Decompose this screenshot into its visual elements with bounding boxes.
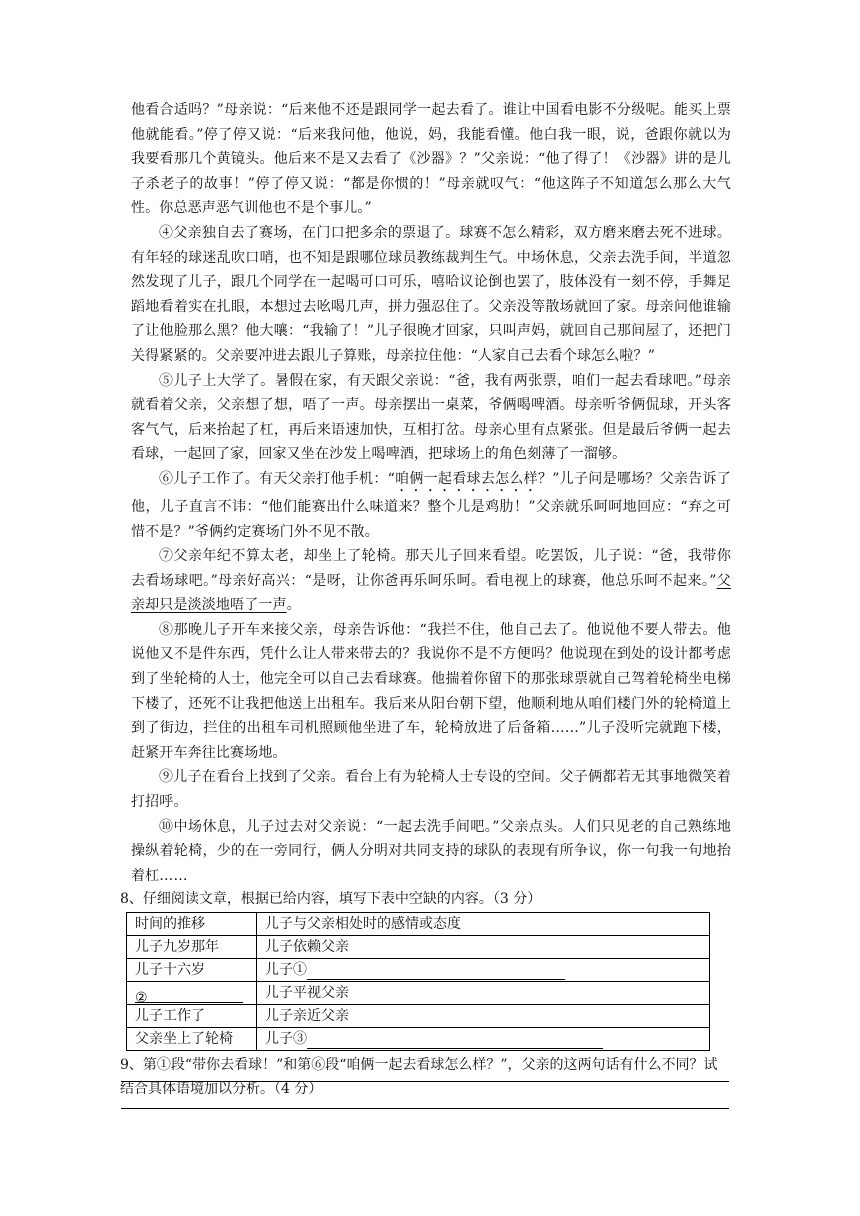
question-8-table bbox=[126, 912, 710, 1051]
answer-blank-2[interactable] bbox=[135, 988, 243, 1007]
passage-paragraph-6 bbox=[131, 467, 731, 544]
passage-paragraph-4: ④父亲独自去了赛场，在门口把多余的票退了。球赛不怎么精彩，双方磨来磨去死不进球。有年轻的球迷乱吹口哨，也不知是跟哪位球员教练裁判生气。中场休息，父亲去洗手间，半道忽然发现了儿子，跟几个同学在一起喝可口可乐，嘻哈议论倒也罢了，肢体没有一刻不停，手舞足蹈地看着实在扎眼，本想过去吆喝几声，拼力强忍住了。父亲没等散场就回了家。母亲问他谁输了让他脸那么黑？他大嚷：“我输了！”儿子很晚才回家，只叫声妈，就回自己那间屋了，还把门关得紧紧的。父亲要冲进去跟儿子算账，母亲拉住他：“人家自己去看个球怎么啦？” bbox=[131, 224, 731, 364]
p6-dotted-quote: 咱俩一起看球去怎么样？ bbox=[394, 470, 553, 487]
table-cell-attitude: 儿子依赖父亲 bbox=[257, 936, 710, 959]
p6-text-a: ⑥儿子工作了。有天父亲打他手机：“ bbox=[159, 470, 395, 487]
table-cell-attitude: 儿子平视父亲 bbox=[257, 982, 710, 1005]
table-row bbox=[127, 959, 710, 982]
table-cell-time: 儿子九岁那年 bbox=[127, 936, 257, 959]
attitude-label: 儿子③ bbox=[265, 1031, 307, 1048]
answer-line-1[interactable] bbox=[121, 1081, 729, 1082]
p7-text-b: 。 bbox=[286, 597, 301, 614]
table-header-row bbox=[127, 913, 710, 936]
table-header-time: 时间的推移 bbox=[127, 913, 257, 936]
document-page bbox=[120, 98, 732, 1101]
passage-paragraph-9: ⑨儿子在看台上找到了父亲。看台上有为轮椅人士专设的空间。父子俩都若无其事地微笑着打招呼。 bbox=[131, 769, 731, 811]
table-cell-attitude bbox=[257, 1028, 710, 1051]
answer-line-2[interactable] bbox=[121, 1108, 729, 1109]
table-cell-time: 儿子工作了 bbox=[127, 1005, 257, 1028]
table-cell-attitude bbox=[257, 959, 710, 982]
passage-paragraph-continued: 他看合适吗？”母亲说：“后来他不还是跟同学一起去看了。谁让中国看电影不分级呢。能买上票他就能看。”停了停又说：“后来我问他，他说，妈，我能看懂。他白我一眼，说，爸跟你就以为我要看那几个黄镜头。他后来不是又去看了《沙器》？”父亲说：“他了得了！《沙器》讲的是儿子杀老子的故事！”停了停又说：“都是你惯的！”母亲就叹气：“他这阵子不知道怎么那么大气性。你总恶声恶气训他也不是个事儿。” bbox=[131, 102, 731, 217]
p6-text-b: ”儿子问是哪场？父亲告诉了他，儿子直言不讳：“他们能赛出什么味道来？整个儿是鸡肋！”父亲就乐呵呵地回应：“弃之可惜不是？”爷俩约定赛场门外不见不散。 bbox=[131, 470, 731, 540]
answer-blank-3[interactable] bbox=[307, 1034, 603, 1049]
question-9-prompt: 9、第①段“带你去看球！”和第⑥段“咱俩一起去看球怎么样？”，父亲的这两句话有什么不同？试结合具体语境加以分析。（4 分） bbox=[120, 1057, 718, 1098]
table-cell-time: 儿子十六岁 bbox=[127, 959, 257, 982]
p7-underlined-sentence: 父亲却只是淡淡地唔了一声 bbox=[131, 572, 732, 614]
p7-text-a: ⑦父亲年纪不算太老，却坐上了轮椅。那天儿子回来看望。吃罢饭，儿子说：“爸，我带你去看场球吧。”母亲好高兴：“是呀，让你爸再乐呵乐呵。看电视上的球赛，他总乐呵不起来。” bbox=[131, 548, 731, 589]
table-cell-time bbox=[127, 982, 257, 1005]
table-row bbox=[127, 936, 710, 959]
passage-paragraph-7 bbox=[131, 544, 731, 618]
attitude-label: 儿子① bbox=[265, 962, 307, 979]
question-8-prompt: 8、仔细阅读文章，根据已给内容，填写下表中空缺的内容。（3 分） bbox=[120, 891, 542, 908]
table-row bbox=[127, 982, 710, 1005]
table-cell-time: 父亲坐上了轮椅 bbox=[127, 1028, 257, 1051]
passage-paragraph-8: ⑧那晚儿子开车来接父亲，母亲告诉他：“我拦不住，他自己去了。他说他不要人带去。他说他又不是件东西，凭什么让人带来带去的？我说你不是不方便吗？他说现在到处的设计都考虑到了坐轮椅的人士，他完全可以自己去看球赛。他揣着你留下的那张球票就自己驾着轮椅坐电梯下楼了，还死不让我把他送上出租车。我后来从阳台朝下望，他顺利地从咱们楼门外的轮椅道上到了街边，拦住的出租车司机照顾他坐进了车，轮椅放进了后备箱……”儿子没听完就跑下楼，赶紧开车奔往比赛场地。 bbox=[131, 621, 731, 761]
table-header-attitude: 儿子与父亲相处时的感情或态度 bbox=[257, 913, 710, 936]
table-row bbox=[127, 1028, 710, 1051]
answer-blank-1[interactable] bbox=[307, 965, 565, 980]
table-cell-attitude: 儿子亲近父亲 bbox=[257, 1005, 710, 1028]
table-row bbox=[127, 1005, 710, 1028]
passage-paragraph-5: ⑤儿子上大学了。暑假在家，有天跟父亲说：“爸，我有两张票，咱们一起去看球吧。”母亲就看着父亲，父亲想了想，唔了一声。母亲摆出一桌菜，爷俩喝啤酒。母亲听爷俩侃球，开头客客气气，后来抬起了杠，再后来语速加快，互相打岔。母亲心里有点紧张。但是最后爷俩一起去看球，一起回了家，回家又坐在沙发上喝啤酒，把球场上的角色刻薄了一溜够。 bbox=[131, 372, 731, 463]
passage-paragraph-10: ⑩中场休息，儿子过去对父亲说：“一起去洗手间吧。”父亲点头。人们只见老的自己熟练地操纵着轮椅，少的在一旁同行，俩人分明对共同支持的球队的表现有所争议，你一句我一句地抬着杠…… bbox=[131, 818, 731, 884]
blank-label: ② bbox=[135, 990, 148, 1007]
